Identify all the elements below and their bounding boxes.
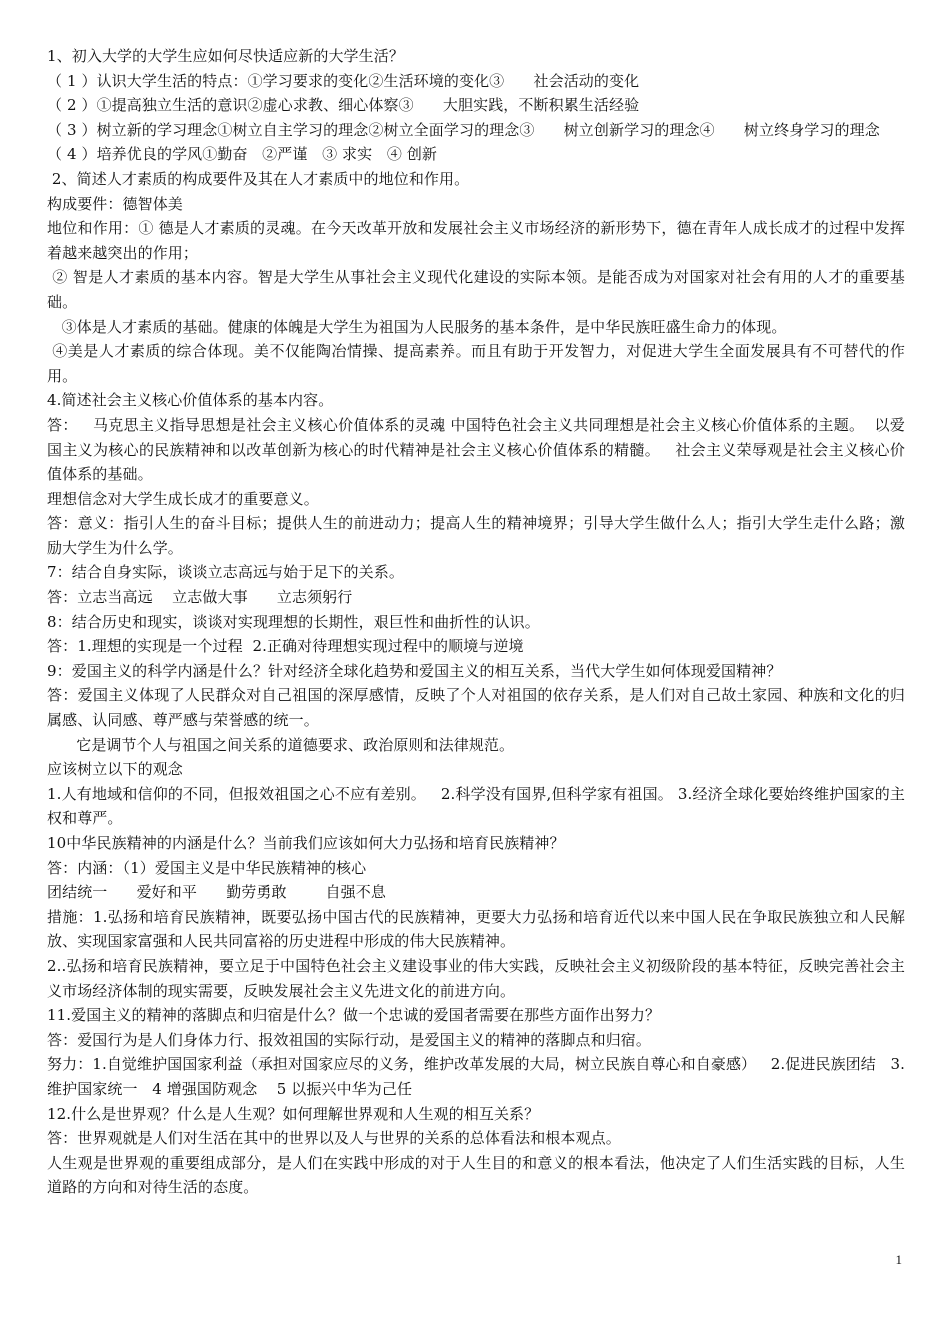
text-line: 地位和作用：① 德是人才素质的灵魂。在今天改革开放和发展社会主义市场经济的新形势下，德在青年人成长成才的过程中发挥着越来越突出的作用；: [47, 219, 905, 262]
text-line: ② 智是人才素质的基本内容。智是大学生从事社会主义现代化建设的实际本领。是能否成为对国家对社会有用的人才的重要基础。: [47, 268, 905, 311]
text-line: 1、初入大学的大学生应如何尽快适应新的大学生活？: [47, 47, 404, 65]
text-line: 答：爱国行为是人们身体力行、报效祖国的实际行动，是爱国主义的精神的落脚点和归宿。: [47, 1030, 652, 1049]
text-line: 11.爱国主义的精神的落脚点和归宿是什么？做一个忠诚的爱国者需要在那些方面作出努力？: [47, 1006, 661, 1025]
text-line: （ 2 ）①提高独立生活的意识②虚心求教、细心体察③ 大胆实践，不断积累生活经验: [47, 96, 640, 115]
text-line: 它是调节个人与祖国之间关系的道德要求、政治原则和法律规范。: [47, 735, 515, 754]
text-line: 构成要件：德智体美: [47, 194, 183, 213]
document-body: [47, 44, 905, 1200]
text-line: 理想信念对大学生成长成才的重要意义。: [47, 489, 319, 508]
text-line: 9：爱国主义的科学内涵是什么？针对经济全球化趋势和爱国主义的相互关系，当代大学生如何体现爱国精神？: [47, 661, 782, 680]
text-line: 答：意义：指引人生的奋斗目标；提供人生的前进动力；提高人生的精神境界；引导大学生做什么人；指引大学生走什么路；激励大学生为什么学。: [47, 514, 905, 557]
text-line: 答：内涵：（1）爱国主义是中华民族精神的核心: [47, 858, 367, 877]
text-line: 答：爱国主义体现了人民群众对自己祖国的深厚感情，反映了个人对祖国的依存关系，是人们对自己故土家园、种族和文化的归属感、认同感、尊严感与荣誉感的统一。: [47, 686, 905, 730]
text-line: （ 1 ）认识大学生活的特点：①学习要求的变化②生活环境的变化③ 社会活动的变化: [47, 71, 640, 90]
text-line: 人生观是世界观的重要组成部分，是人们在实践中形成的对于人生目的和意义的根本看法，他决定了人们生活实践的目标，人生道路的方向和对待生活的态度。: [47, 1153, 905, 1197]
text-line: 团结统一 爱好和平 勤劳勇敢 自强不息: [47, 883, 386, 902]
text-line: 1.人有地域和信仰的不同，但报效祖国之心不应有差别。 2.科学没有国界,但科学家有祖国。 3.经济全球化要始终维护国家的主权和尊严。: [47, 784, 905, 828]
text-line: 7：结合自身实际，谈谈立志高远与始于足下的关系。: [47, 563, 404, 582]
page-number: 1: [895, 1252, 902, 1267]
text-line: 答：世界观就是人们对生活在其中的世界以及人与世界的关系的总体看法和根本观点。: [47, 1129, 621, 1148]
text-line: ④美是人才素质的综合体现。美不仅能陶冶情操、提高素养。而且有助于开发智力，对促进大学生全面发展具有不可替代的作用。: [47, 342, 905, 385]
text-line: 努力：1.自觉维护国国家利益（承担对国家应尽的义务，维护改革发展的大局，树立民族自尊心和自豪感） 2.促进民族团结 3.维护国家统一 4 增强国防观念 5 以振兴中华为己任: [47, 1055, 905, 1098]
text-line: 答：1.理想的实现是一个过程 2.正确对待理想实现过程中的顺境与逆境: [47, 637, 524, 656]
text-line: 2..弘扬和培育民族精神，要立足于中国特色社会主义建设事业的伟大实践，反映社会主义初级阶段的基本特征，反映完善社会主义市场经济体制的现实需要，反映发展社会主义先进文化的前进方向。: [47, 956, 905, 1000]
text-line: 10中华民族精神的内涵是什么？当前我们应该如何大力弘扬和培育民族精神？: [47, 834, 565, 852]
text-line: 12.什么是世界观？什么是人生观？如何理解世界观和人生观的相互关系？: [47, 1104, 540, 1123]
text-line: 4.简述社会主义核心价值体系的基本内容。: [47, 391, 334, 410]
text-line: 答：立志当高远 立志做大事 立志须躬行: [47, 588, 353, 607]
text-line: 2、简述人才素质的构成要件及其在人才素质中的地位和作用。: [47, 169, 470, 188]
text-line: 措施：1.弘扬和培育民族精神，既要弘扬中国古代的民族精神，更要大力弘扬和培育近代以来中国人民在争取民族独立和人民解放、实现国家富强和人民共同富裕的历史进程中形成的伟大民族精神。: [47, 907, 905, 951]
text-line: 应该树立以下的观念: [47, 760, 183, 779]
text-line: （ 3 ）树立新的学习理念①树立自主学习的理念②树立全面学习的理念③ 树立创新学习的理念④ 树立终身学习的理念: [47, 120, 880, 139]
text-line: （ 4 ）培养优良的学风①勤奋 ②严谨 ③ 求实 ④ 创新: [47, 145, 438, 164]
text-line: 答： 马克思主义指导思想是社会主义核心价值体系的灵魂 中国特色社会主义共同理想是社会主义核心价值体系的主题。 以爱国主义为核心的民族精神和以改革创新为核心的时代精神是社会主义核心价值体系的精髓。 社会主义荣辱观是社会主义核心价值体系的基础。: [47, 415, 905, 484]
text-line: ③体是人才素质的基础。健康的体魄是大学生为祖国为人民服务的基本条件，是中华民族旺盛生命力的体现。: [47, 317, 787, 336]
text-line: 8：结合历史和现实，谈谈对实现理想的长期性，艰巨性和曲折性的认识。: [47, 612, 540, 631]
